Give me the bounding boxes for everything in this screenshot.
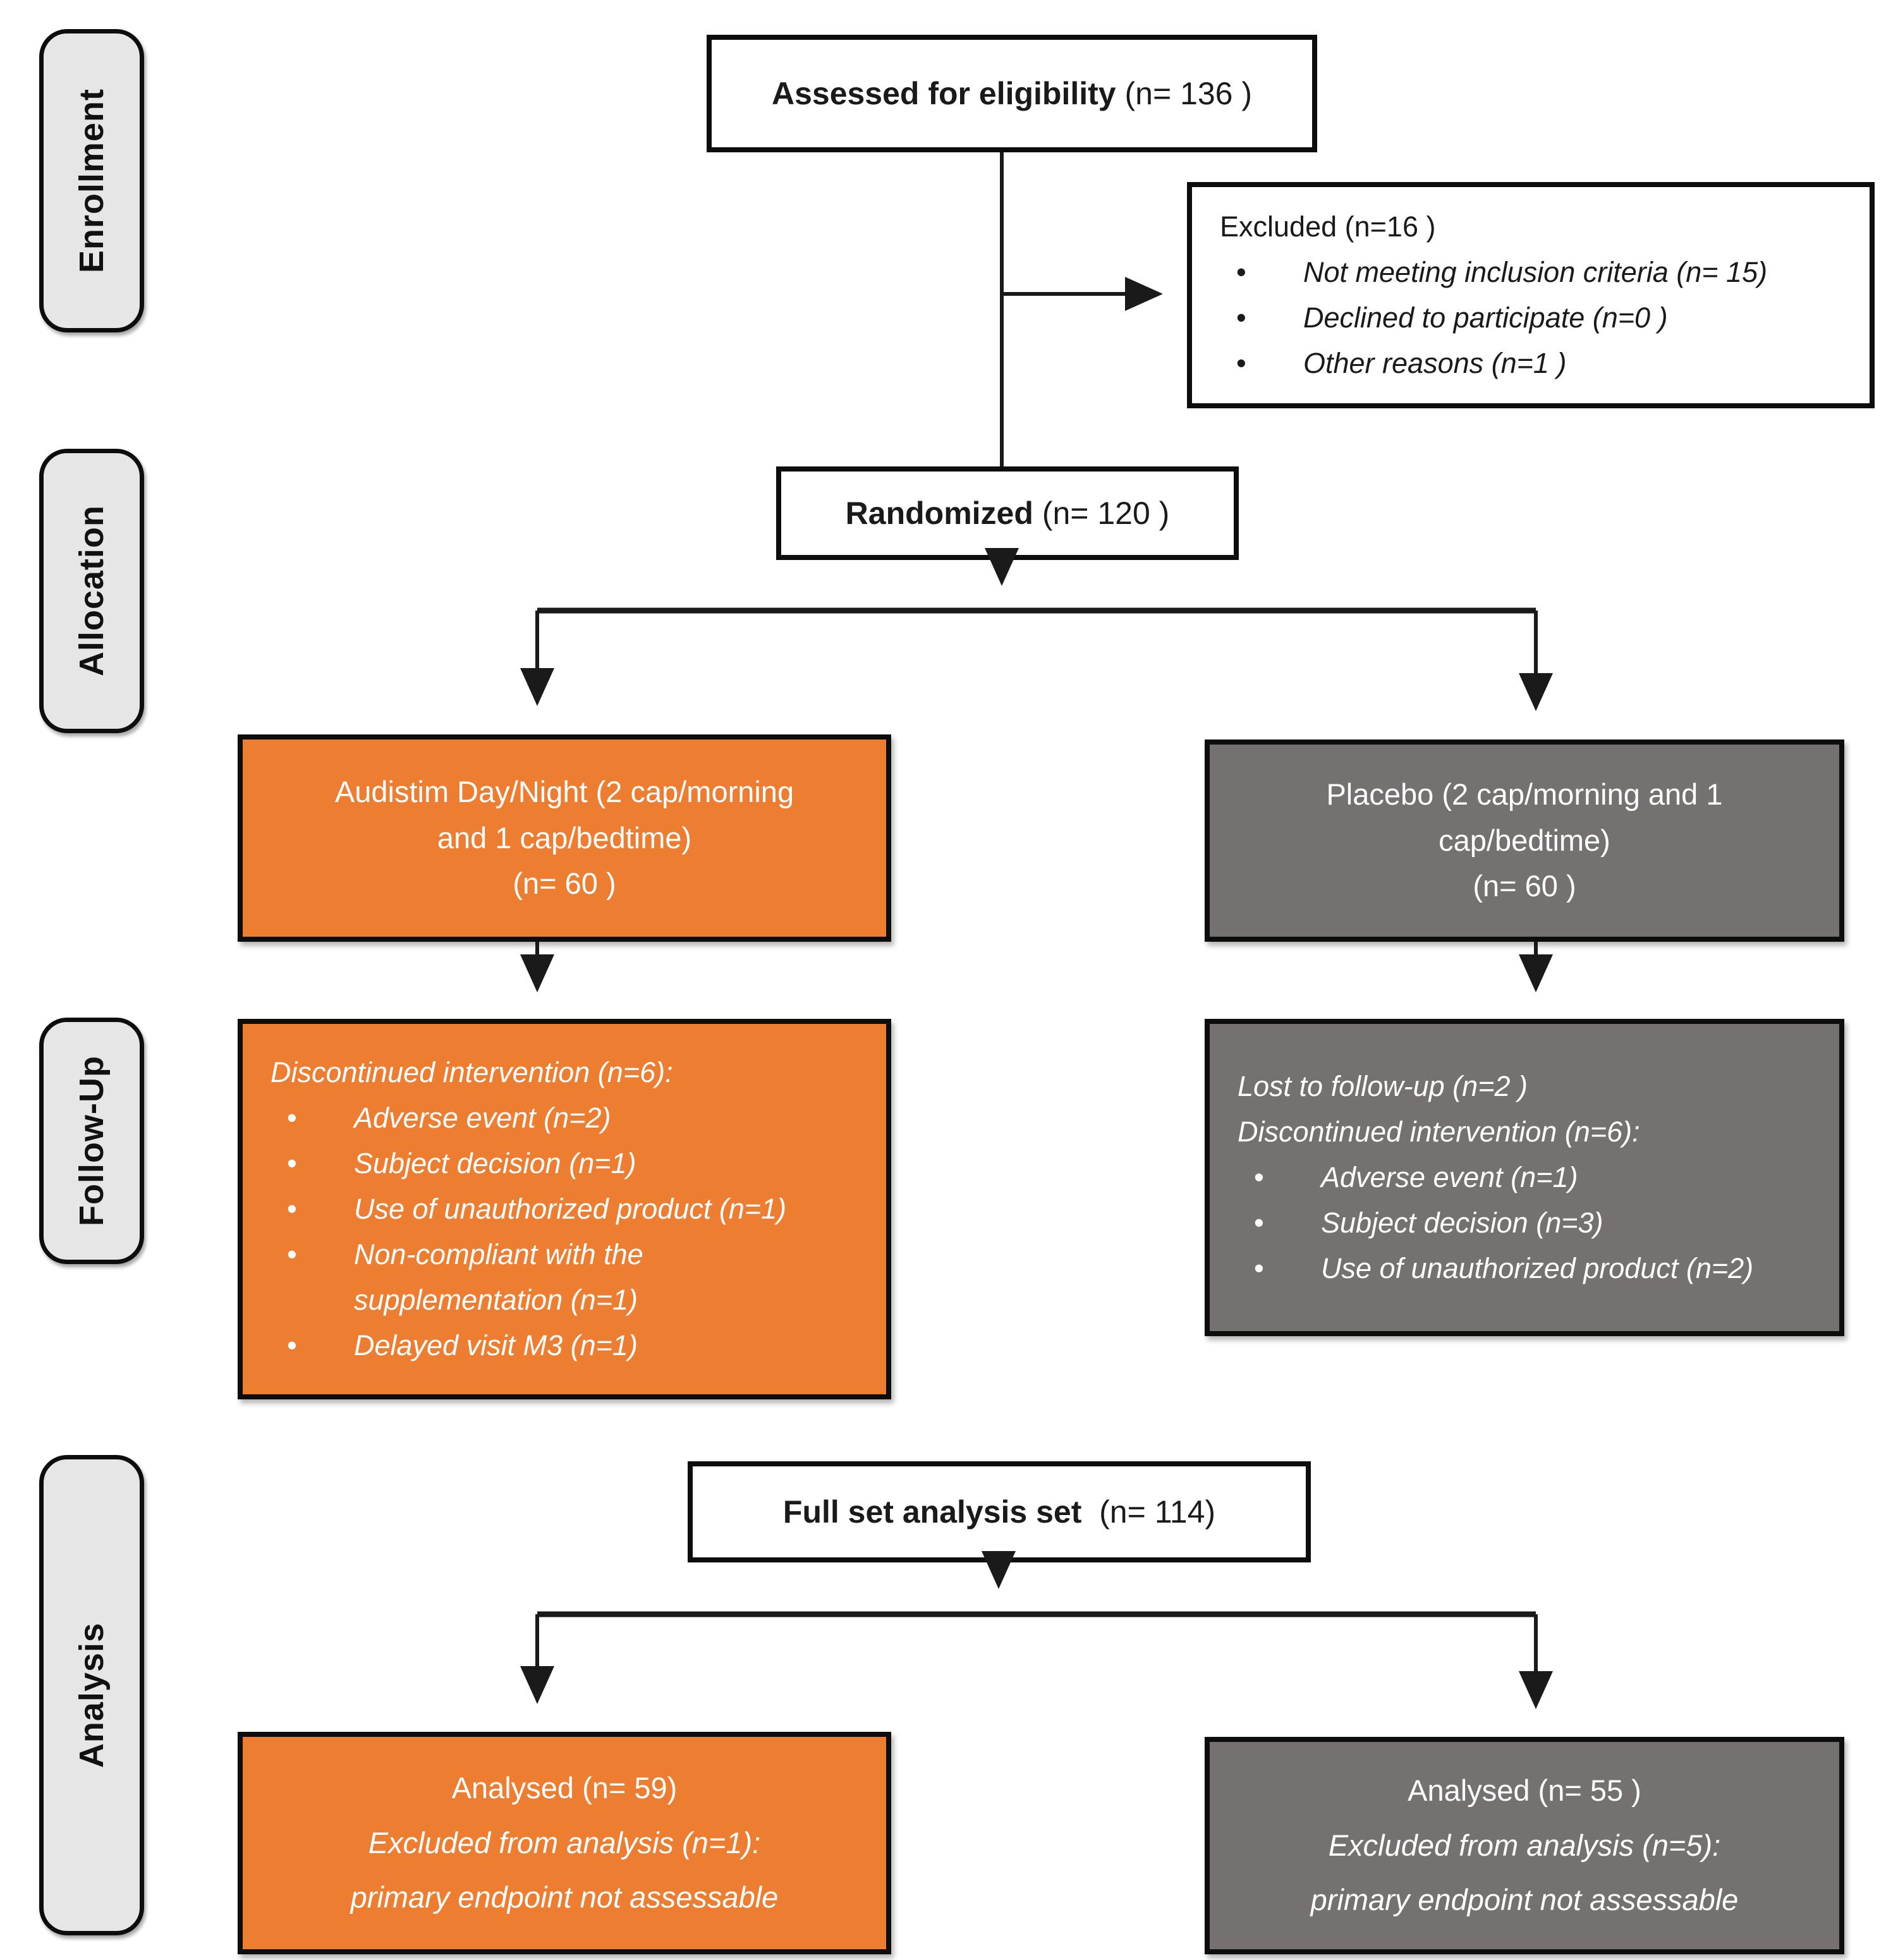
excluded-bullet: • Other reasons (n=1 ) [1220,341,1767,386]
allocation-placebo-box [1205,740,1844,942]
followup-placebo-bullet-list [1238,1155,1753,1291]
followup-placebo-bullet: • Use of unauthorized product (n=2) [1238,1246,1753,1291]
randomized-box [776,466,1239,560]
allocation-audistim-n: (n= 60 ) [513,867,616,901]
stage-label-analysis-text: Analysis [73,1622,111,1768]
followup-placebo-bullet: • Adverse event (n=1) [1238,1155,1753,1200]
fullset-text [783,1494,1215,1530]
stage-label-followup [39,1018,144,1264]
followup-placebo-title: Discontinued intervention (n=6): [1238,1116,1640,1148]
analysed-audistim-box [238,1732,891,1954]
stage-label-enrollment [39,29,144,332]
excluded-title: Excluded (n=16 ) [1220,210,1436,243]
assessed-title: Assessed for eligibility [771,76,1116,111]
followup-audistim-box [238,1019,891,1399]
stage-label-allocation-text: Allocation [73,505,111,677]
assessed-n: (n= 136 ) [1124,76,1253,111]
analysed-placebo-excluded: Excluded from analysis (n=5): [1328,1828,1721,1862]
analysed-audistim-reason: primary endpoint not assessable [350,1880,779,1914]
followup-audistim-bullet-list [271,1095,855,1368]
allocation-audistim-box [238,734,891,942]
assessed-box [707,35,1317,152]
analysed-placebo-n: Analysed (n= 55 ) [1408,1773,1641,1807]
followup-placebo-lost-line: Lost to follow-up (n=2 ) [1238,1070,1528,1102]
allocation-placebo-line2: cap/bedtime) [1439,823,1610,857]
fullset-box [688,1461,1311,1562]
followup-audistim-title: Discontinued intervention (n=6): [271,1056,673,1088]
randomized-text [846,495,1170,532]
excluded-bullet: • Declined to participate (n=0 ) [1220,295,1767,341]
excluded-bullet-list [1220,250,1767,386]
excluded-bullet: • Not meeting inclusion criteria (n= 15) [1220,250,1767,295]
allocation-placebo-line1: Placebo (2 cap/morning and 1 [1326,777,1723,811]
stage-label-analysis [39,1455,144,1935]
followup-audistim-bullet: • Use of unauthorized product (n=1) [271,1186,855,1232]
followup-audistim-bullet: • Subject decision (n=1) [271,1141,855,1186]
followup-audistim-bullet: • Non-compliant with the supplementation (n=1) [271,1232,855,1323]
fullset-n: (n= 114) [1099,1494,1216,1530]
allocation-audistim-line2: and 1 cap/bedtime) [437,820,692,855]
excluded-box [1187,182,1875,408]
analysed-audistim-excluded: Excluded from analysis (n=1): [368,1825,761,1860]
allocation-placebo-n: (n= 60 ) [1473,869,1576,903]
analysed-audistim-n: Analysed (n= 59) [451,1770,678,1805]
fullset-title: Full set analysis set [782,1494,1082,1530]
followup-audistim-bullet: • Adverse event (n=2) [271,1095,855,1141]
followup-placebo-bullet: • Subject decision (n=3) [1238,1200,1753,1246]
allocation-audistim-line1: Audistim Day/Night (2 cap/morning [334,774,794,808]
stage-label-allocation [39,449,144,733]
randomized-title: Randomized [845,496,1033,531]
assessed-text [772,75,1252,112]
followup-audistim-bullet: • Delayed visit M3 (n=1) [271,1323,855,1368]
stage-label-followup-text: Follow-Up [73,1056,111,1226]
analysed-placebo-reason: primary endpoint not assessable [1310,1883,1739,1917]
stage-label-enrollment-text: Enrollment [73,88,111,274]
followup-placebo-box [1205,1019,1844,1336]
randomized-n: (n= 120 ) [1042,496,1170,531]
analysed-placebo-box [1205,1737,1844,1954]
